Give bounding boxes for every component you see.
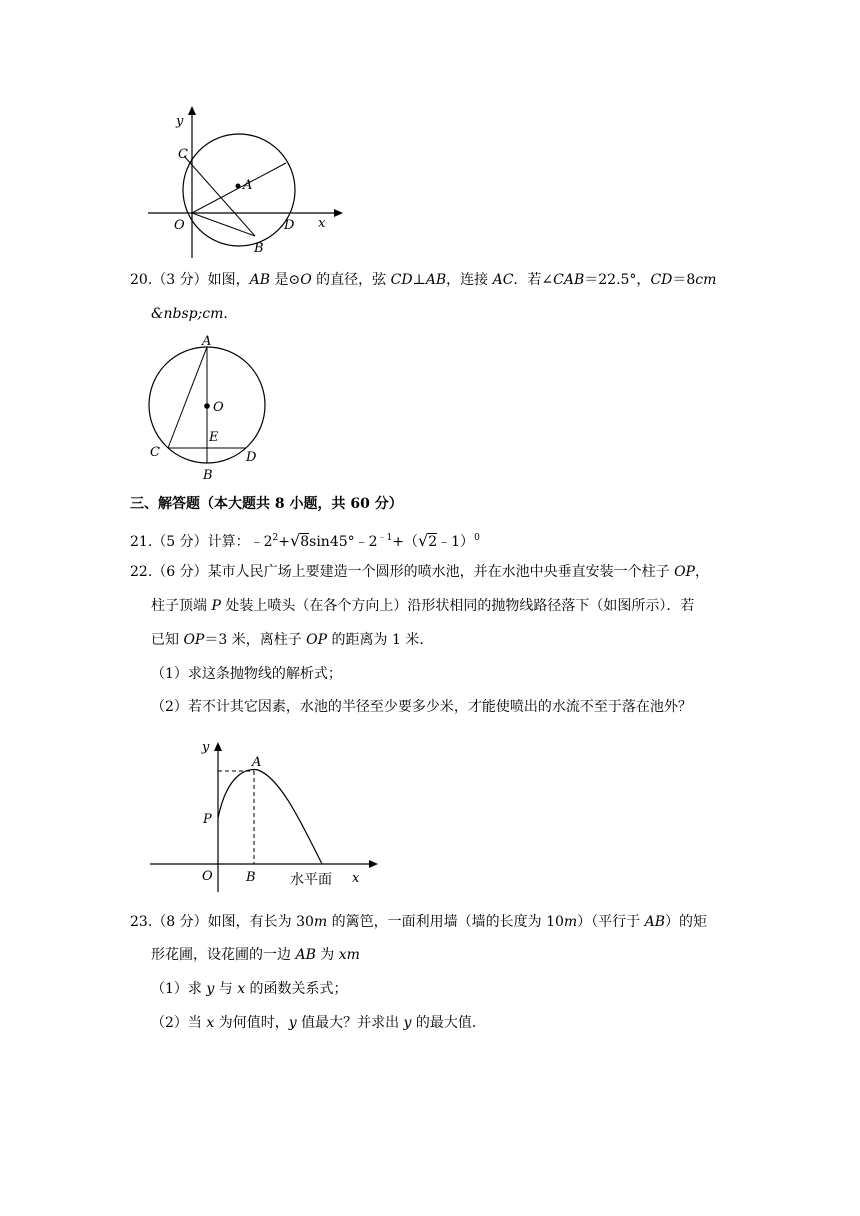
q23-number: 23. <box>130 914 153 930</box>
q23-sub2: （2）当 x 为何值时，y 值最大？并求出 y 的最大值． <box>151 1015 486 1031</box>
q21-number: 21. <box>130 534 153 550</box>
q22-score: （6 分） <box>152 564 208 580</box>
label-c: C <box>150 445 160 460</box>
q20-score: （3 分） <box>152 272 208 288</box>
label-water-surface: 水平面 <box>290 872 332 888</box>
q22-line3: 已知 OP＝3 米，离柱子 OP 的距离为 1 米． <box>151 632 434 648</box>
label-a: A <box>202 334 212 349</box>
label-p: P <box>203 812 212 827</box>
label-y: y <box>176 114 184 129</box>
label-x: x <box>352 871 360 886</box>
sqrt-2: √2 <box>418 531 438 550</box>
label-y: y <box>202 740 210 755</box>
label-d: D <box>284 218 295 233</box>
center-point-a <box>236 184 241 189</box>
q22-number: 22. <box>130 564 153 580</box>
label-o: O <box>202 869 213 884</box>
q22-line2: 柱子顶端 P 处装上喷头（在各个方向上）沿形状相同的抛物线路径落下（如图所示）．若 <box>151 598 695 614</box>
label-c: C <box>178 147 188 162</box>
label-o: O <box>213 400 224 415</box>
q21-score: （5 分） <box>152 534 208 550</box>
circle-dot-symbol: ⊙ <box>288 272 301 288</box>
parabola-curve <box>218 770 322 864</box>
q21-line: 21.（5 分）计算：$﹣2^2+√8\sin 45^\circ﹣2^{﹣1}+(√2﹣1)^0$ <box>130 531 480 550</box>
segment-ac <box>168 347 207 448</box>
x-axis-arrow <box>334 209 343 217</box>
label-e: E <box>209 430 219 445</box>
figure-q22-parabola <box>145 730 385 895</box>
q23-line2: 形花圃，设花圃的一边 AB 为 xm <box>151 947 360 963</box>
q20-number: 20. <box>130 272 153 288</box>
q20-raw-entity-text: &nbsp;cm <box>151 306 224 322</box>
q20-line1: 20.（3 分）如图，AB 是⊙O 的直径，弦 CD⊥AB，连接 AC．若∠CAB＝22.5°，CD＝8cm <box>130 272 717 288</box>
q22-line1: 22.（6 分）某市人民广场上要建造一个圆形的喷水池，并在水池中央垂直安装一个柱子 OP， <box>130 564 709 580</box>
q20-line2: &nbsp;cm． <box>151 306 238 322</box>
label-o: O <box>174 218 185 233</box>
q23-sub1: （1）求 y 与 x 的函数关系式； <box>151 981 348 997</box>
x-axis-arrow <box>369 860 378 868</box>
q23-line1: 23.（8 分）如图，有长为 30m 的篱笆，一面利用墙（墙的长度为 10m）（平行于 AB）的矩 <box>130 914 708 930</box>
circle-a <box>183 134 295 246</box>
q22-sub1: （1）求这条抛物线的解析式； <box>151 666 342 682</box>
label-b: B <box>254 241 264 256</box>
y-axis-arrow <box>214 742 222 751</box>
figure-q19-circle-axes <box>140 100 355 265</box>
sqrt-8: √8 <box>290 531 310 550</box>
label-d: D <box>246 450 257 465</box>
label-a: A <box>243 178 253 193</box>
label-b: B <box>203 468 213 483</box>
label-x: x <box>318 216 326 231</box>
label-b: B <box>246 870 256 885</box>
q23-score: （8 分） <box>152 914 208 930</box>
figure-q20-circle <box>140 330 275 490</box>
section-3-heading: 三、解答题（本大题共 8 小题，共 60 分） <box>130 496 403 512</box>
segment-ob <box>192 213 255 236</box>
label-a: A <box>252 755 262 770</box>
q22-sub2: （2）若不计其它因素，水池的半径至少要多少米，才能使喷出的水流不至于落在池外？ <box>151 699 692 715</box>
center-point-o <box>204 403 210 409</box>
y-axis-arrow <box>188 106 196 115</box>
